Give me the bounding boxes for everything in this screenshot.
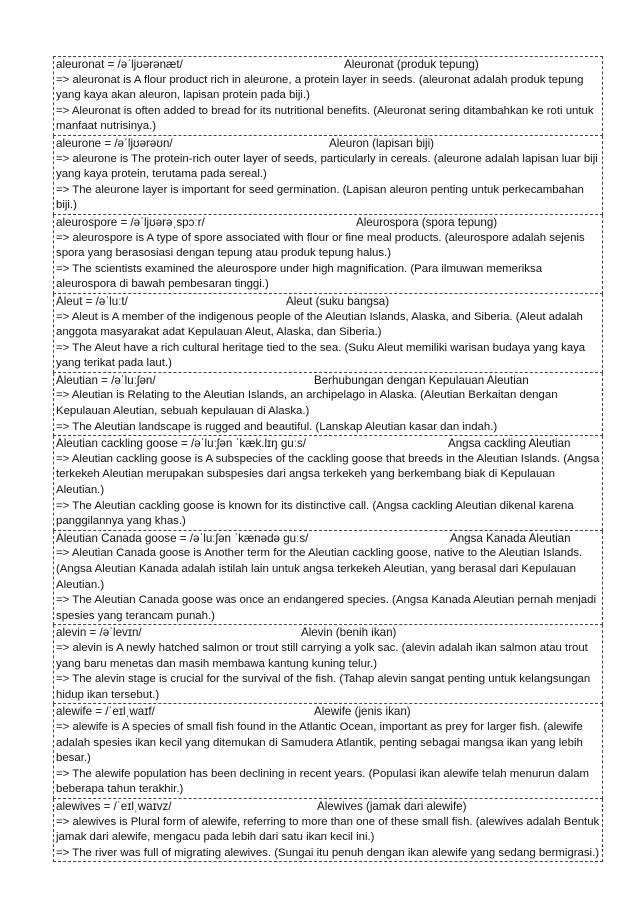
entry-example: => The Aleutian landscape is rugged and beautiful. (Lanskap Aleutian kasar dan indah.): [56, 420, 498, 433]
entry-translation: Berhubungan dengan Kepulauan Aleutian: [314, 373, 529, 387]
entry-term: Aleut = /əˈluːt/: [56, 294, 128, 308]
dictionary-list: [53, 56, 603, 862]
entry-term: Aleutian Canada goose = /əˈluːʃən ˈkænədə ɡuːs/: [56, 531, 309, 545]
entry-example: => The aleurone layer is important for seed germination. (Lapisan aleuron penting untuk perkecambahan biji.): [56, 183, 584, 212]
entry-header: [56, 704, 600, 720]
entry-term: aleurospore = /əˈljʊərəˌspɔːr/: [56, 215, 205, 229]
dictionary-entry: [53, 215, 603, 294]
entry-term: Aleutian = /əˈluːʃən/: [56, 373, 156, 387]
entry-definition: => aleurospore is A type of spore associated with flour or fine meal products. (aleurospore adalah sejenis spora yang berasosiasi dengan tepung atau produk tepung halus.): [56, 231, 585, 260]
entry-definition: => alewives is Plural form of alewife, referring to more than one of these small fish. (alewives adalah Bentuk jamak dari alewife, mengacu pada lebih dari satu ikan kecil ini.): [56, 815, 600, 844]
entry-term: alewife = /ˈeɪlˌwaɪf/: [56, 705, 155, 719]
entry-header: [56, 294, 600, 310]
dictionary-entry: [53, 625, 603, 704]
entry-translation: Alewives (jamak dari alewife): [317, 799, 467, 813]
entry-definition: => Aleutian Canada goose is Another term for the Aleutian cackling goose, native to the Aleutian Islands. (Angsa Aleutian Kanada adalah istilah lain untuk angsa terkekeh Aleutian, yang berasal dari Kepulauan Aleutian.): [56, 547, 583, 591]
entry-header: [56, 436, 600, 452]
entry-example: => The Aleutian Canada goose was once an endangered species. (Angsa Kanada Aleutian pernah menjadi spesies yang terancam punah.): [56, 594, 596, 622]
entry-example: => The alewife population has been declining in recent years. (Populasi ikan alewife telah menurun dalam beberapa tahun terakhir.): [56, 767, 589, 796]
entry-definition: => aleurone is The protein-rich outer layer of seeds, particularly in cereals. (aleurone adalah lapisan luar biji yang kaya protein, terutama pada sereal.): [56, 152, 598, 181]
entry-example: => The Aleut have a rich cultural heritage tied to the sea. (Suku Aleut memiliki warisan budaya yang kaya yang terikat pada laut.): [56, 341, 586, 370]
entry-definition: => Aleutian is Relating to the Aleutian Islands, an archipelago in Alaska. (Aleutian Berkaitan dengan Kepulauan Aleutian, sebuah kepulauan di Alaska.): [56, 389, 558, 418]
entry-example: => The river was full of migrating alewives. (Sungai itu penuh dengan ikan alewife yang sedang bermigrasi.): [56, 846, 600, 859]
entry-header: [56, 57, 600, 73]
entry-translation: Aleurospora (spora tepung): [356, 215, 498, 229]
entry-definition: => alewife is A species of small fish found in the Atlantic Ocean, important as prey for larger fish. (alewife adalah spesies ikan kecil yang ditemukan di Samudera Atlantik, penting sebagai mangsa ikan yang lebih besar.): [56, 720, 583, 765]
entry-definition: => Aleutian cackling goose is A subspecies of the cackling goose that breeds in the Aleutian Islands. (Angsa terkekeh Aleutian merupakan subspesies dari angsa terkekeh yang berkembang biak di Kepulauan Aleutian.): [56, 452, 600, 497]
dictionary-entry: [53, 436, 603, 531]
entry-term: alevin = /əˈlevɪn/: [56, 626, 142, 640]
entry-header: [56, 625, 600, 641]
dictionary-entry: [53, 531, 603, 626]
dictionary-entry: [53, 704, 603, 799]
dictionary-entry: [53, 294, 603, 373]
entry-header: [56, 799, 600, 815]
entry-translation: Angsa cackling Aleutian: [448, 437, 571, 451]
entry-term: aleurone = /əˈljʊərəʊn/: [56, 136, 173, 150]
entry-header: [56, 373, 600, 389]
dictionary-entry: [53, 136, 603, 215]
entry-translation: Alewife (jenis ikan): [314, 705, 411, 719]
entry-header: [56, 531, 600, 547]
entry-translation: Aleut (suku bangsa): [286, 294, 390, 308]
entry-example: => The scientists examined the aleurospore under high magnification. (Para ilmuwan memeriksa aleurospora di bawah pembesaran tinggi.): [56, 262, 543, 291]
entry-translation: Alevin (benih ikan): [301, 626, 397, 640]
entry-term: alewives = /ˈeɪlˌwaɪvz/: [56, 799, 172, 813]
entry-definition: => alevin is A newly hatched salmon or trout still carrying a yolk sac. (alevin adalah ikan salmon atau trout yang baru menetas dan masih membawa kantung kuning telur.): [56, 641, 588, 670]
entry-term: aleuronat = /əˈljʊərənæt/: [56, 58, 183, 71]
entry-translation: Aleuron (lapisan biji): [329, 136, 435, 150]
entry-example: => The alevin stage is crucial for the survival of the fish. (Tahap alevin sangat penting untuk kelangsungan hidup ikan tersebut.): [56, 673, 591, 701]
entry-example: => Aleuronat is often added to bread for its nutritional benefits. (Aleuronat sering ditambahkan ke roti untuk manfaat nutrisinya.): [56, 104, 594, 133]
entry-header: [56, 215, 600, 231]
entry-example: => The Aleutian cackling goose is known for its distinctive call. (Angsa cackling Aleutian dikenal karena panggilannya yang khas.): [56, 499, 574, 528]
entry-header: [56, 136, 600, 152]
dictionary-entry: [53, 799, 603, 862]
entry-term: Aleutian cackling goose = /əˈluːʃən ˈkæk.lɪŋ ɡuːs/: [56, 437, 306, 451]
entry-definition: => Aleut is A member of the indigenous people of the Aleutian Islands, Alaska, and Siberia. (Aleut adalah anggota masyarakat adat Kepulauan Aleut, Alaska, dan Siberia.): [56, 310, 583, 339]
dictionary-entry: [53, 373, 603, 436]
entry-translation: Angsa Kanada Aleutian: [450, 531, 571, 545]
dictionary-entry: [53, 56, 603, 136]
entry-definition: => aleuronat is A flour product rich in aleurone, a protein layer in seeds. (aleuronat adalah produk tepung yang kaya akan aleuron, lapisan protein pada biji.): [56, 73, 584, 102]
entry-translation: Aleuronat (produk tepung): [344, 58, 479, 71]
